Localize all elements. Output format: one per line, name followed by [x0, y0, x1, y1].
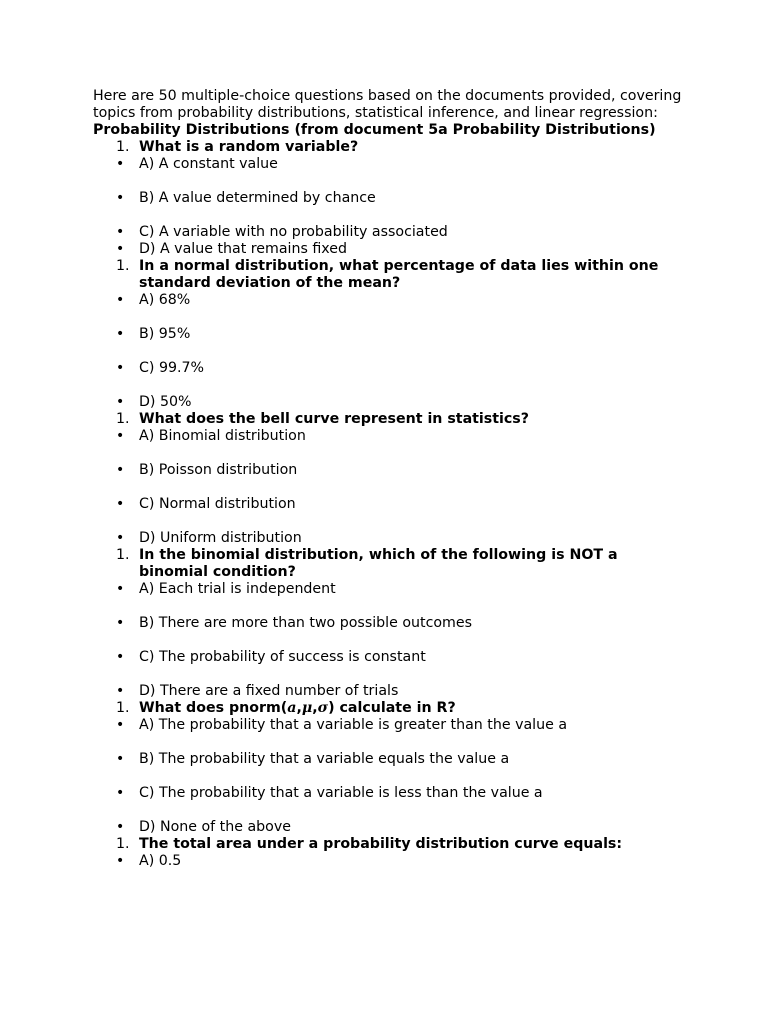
- question-label: In the binomial distribution, which of the following is NOT a binomial condition?: [139, 547, 618, 580]
- answer-option: [93, 615, 683, 632]
- question-text-part: σ: [317, 700, 329, 716]
- answer-option: [93, 683, 683, 700]
- answer-option: [93, 581, 683, 598]
- answer-option: [93, 853, 683, 870]
- answer-option-label: B) Poisson distribution: [139, 462, 298, 478]
- question-text-part: ,: [296, 700, 302, 716]
- answer-option: [93, 394, 683, 411]
- answer-option: [93, 530, 683, 547]
- question-label: The total area under a probability distribution curve equals:: [139, 836, 623, 852]
- question-list: [93, 139, 683, 870]
- intro-paragraph: Here are 50 multiple-choice questions based on the documents provided, covering topics from probability distributions, statistical inference, and linear regression:: [93, 88, 682, 121]
- answer-option-label: A) 68%: [139, 292, 191, 308]
- answer-option-label: C) Normal distribution: [139, 496, 296, 512]
- answer-option: [93, 819, 683, 836]
- answer-option-label: D) Uniform distribution: [139, 530, 302, 546]
- answer-option-label: B) The probability that a variable equals the value a: [139, 751, 510, 767]
- question-number: 1.: [116, 547, 130, 563]
- answer-option-label: D) 50%: [139, 394, 192, 410]
- question-text: [93, 411, 683, 428]
- answer-option: [93, 649, 683, 666]
- answer-option-label: D) A value that remains fixed: [139, 241, 347, 257]
- bullet-icon: •: [116, 428, 125, 444]
- answer-option-label: D) There are a fixed number of trials: [139, 683, 399, 699]
- question-number: 1.: [116, 836, 130, 852]
- bullet-icon: •: [116, 224, 125, 240]
- answer-option-label: C) The probability of success is constant: [139, 649, 426, 665]
- question-text: [93, 836, 683, 853]
- bullet-icon: •: [116, 326, 125, 342]
- question-number: 1.: [116, 411, 130, 427]
- question-label: In a normal distribution, what percentage of data lies within one standard deviation of the mean?: [139, 258, 659, 291]
- answer-option: [93, 785, 683, 802]
- question-number: 1.: [116, 139, 130, 155]
- bullet-icon: •: [116, 785, 125, 801]
- answer-option-label: C) 99.7%: [139, 360, 205, 376]
- question-text-part: ,: [312, 700, 318, 716]
- question-text: [93, 139, 683, 156]
- question-text-part: μ: [301, 700, 313, 716]
- question-text-part: ) calculate in R?: [328, 700, 456, 716]
- answer-option-label: A) Binomial distribution: [139, 428, 306, 444]
- answer-option-label: A) Each trial is independent: [139, 581, 336, 597]
- bullet-icon: •: [116, 615, 125, 631]
- answer-option: [93, 717, 683, 734]
- bullet-icon: •: [116, 683, 125, 699]
- bullet-icon: •: [116, 496, 125, 512]
- answer-option-label: B) 95%: [139, 326, 191, 342]
- answer-option-label: D) None of the above: [139, 819, 291, 835]
- bullet-icon: •: [116, 819, 125, 835]
- answer-option-label: C) The probability that a variable is less than the value a: [139, 785, 543, 801]
- bullet-icon: •: [116, 292, 125, 308]
- answer-option-label: B) A value determined by chance: [139, 190, 376, 206]
- bullet-icon: •: [116, 241, 125, 257]
- section-heading: Probability Distributions (from document 5a Probability Distributions): [93, 122, 656, 138]
- bullet-icon: •: [116, 530, 125, 546]
- answer-option: [93, 751, 683, 768]
- bullet-icon: •: [116, 581, 125, 597]
- answer-option: [93, 241, 683, 258]
- answer-option-label: A) 0.5: [139, 853, 182, 869]
- answer-option: [93, 292, 683, 309]
- question-label: What is a random variable?: [139, 139, 359, 155]
- answer-option: [93, 224, 683, 241]
- bullet-icon: •: [116, 360, 125, 376]
- answer-option: [93, 190, 683, 207]
- document-body: [93, 88, 683, 870]
- answer-option: [93, 496, 683, 513]
- bullet-icon: •: [116, 394, 125, 410]
- bullet-icon: •: [116, 190, 125, 206]
- question-text: [93, 547, 683, 581]
- answer-option-label: A) A constant value: [139, 156, 278, 172]
- answer-option: [93, 428, 683, 445]
- bullet-icon: •: [116, 156, 125, 172]
- bullet-icon: •: [116, 462, 125, 478]
- question-text: [93, 700, 683, 717]
- answer-option-label: C) A variable with no probability associated: [139, 224, 448, 240]
- bullet-icon: •: [116, 853, 125, 869]
- answer-option: [93, 326, 683, 343]
- question-label: What does the bell curve represent in statistics?: [139, 411, 529, 427]
- question-text-part: a: [287, 700, 297, 716]
- bullet-icon: •: [116, 717, 125, 733]
- answer-option: [93, 156, 683, 173]
- answer-option-label: B) There are more than two possible outcomes: [139, 615, 472, 631]
- question-number: 1.: [116, 700, 130, 716]
- answer-option-label: A) The probability that a variable is greater than the value a: [139, 717, 568, 733]
- bullet-icon: •: [116, 751, 125, 767]
- question-text: [93, 258, 683, 292]
- answer-option: [93, 462, 683, 479]
- bullet-icon: •: [116, 649, 125, 665]
- question-number: 1.: [116, 258, 130, 274]
- question-text-part: What does pnorm(: [139, 700, 288, 716]
- answer-option: [93, 360, 683, 377]
